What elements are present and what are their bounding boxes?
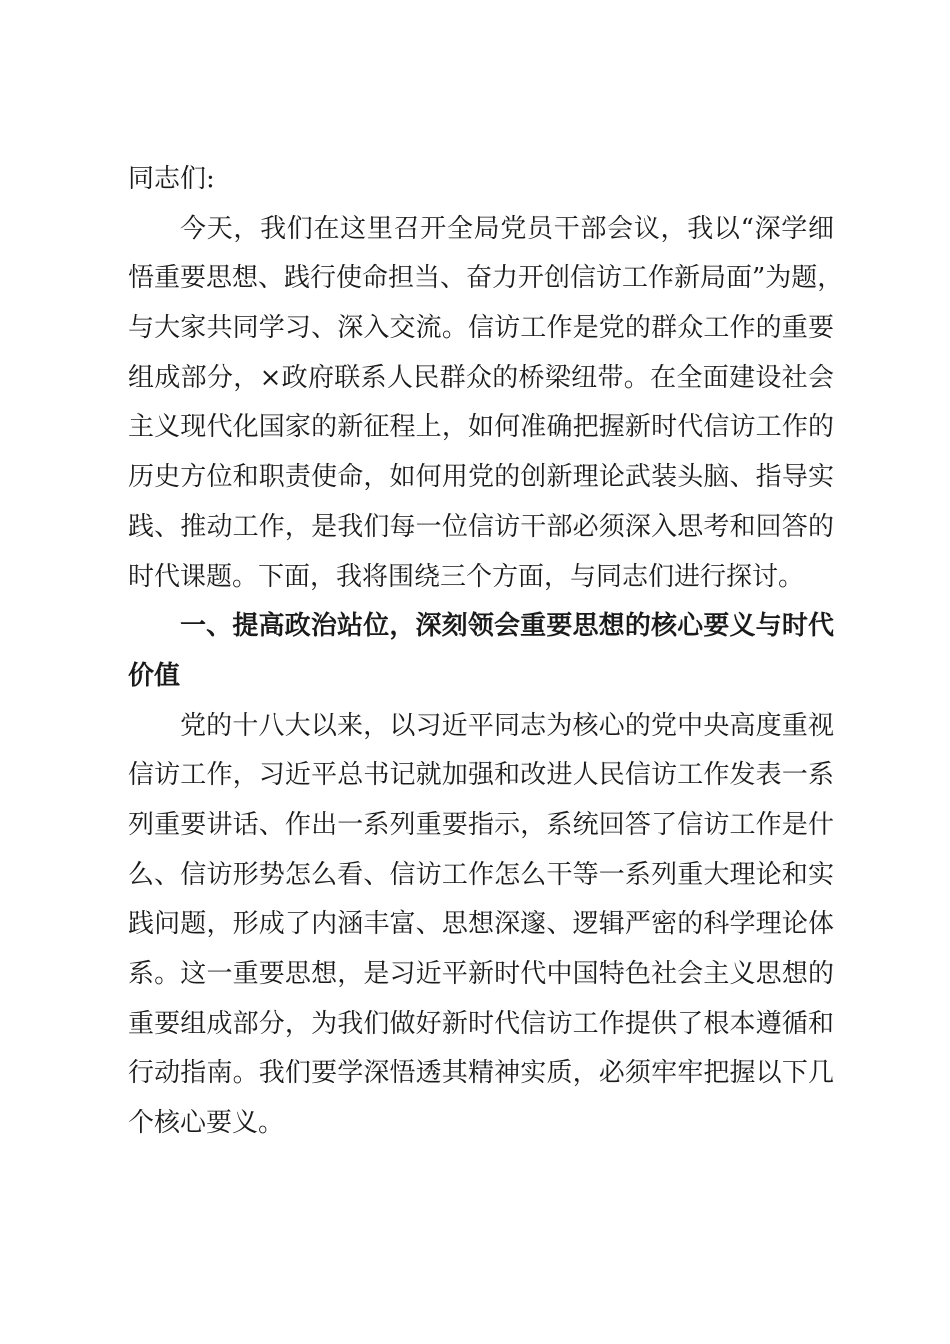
paragraph-line: 重要组成部分，为我们做好新时代信访工作提供了根本遵循和 — [128, 1008, 834, 1039]
paragraph-line: 组成部分，×政府联系人民群众的桥梁纽带。在全面建设社会 — [128, 362, 834, 393]
paragraph-line: 行动指南。我们要学深悟透其精神实质，必须牢牢把握以下几 — [128, 1058, 834, 1089]
paragraph-line: 系。这一重要思想，是习近平新时代中国特色社会主义思想的 — [128, 959, 834, 989]
paragraph-line: 悟重要思想、践行使命担当、奋力开创信访工作新局面”为题， — [128, 263, 844, 294]
heading-line: 价值 — [128, 660, 181, 691]
paragraph-line: 时代课题。下面，我将围绕三个方面，与同志们进行探讨。 — [128, 561, 805, 592]
document-body — [128, 155, 844, 1149]
paragraph-line: 今天，我们在这里召开全局党员干部会议，我以“深学细 — [180, 213, 834, 244]
paragraph-line: 主义现代化国家的新征程上，如何准确把握新时代信访工作的 — [128, 412, 834, 443]
paragraph-line: 践问题，形成了内涵丰富、思想深邃、逻辑严密的科学理论体 — [128, 909, 834, 940]
paragraph-line: 信访工作，习近平总书记就加强和改进人民信访工作发表一系 — [128, 760, 834, 791]
paragraph-line: 历史方位和职责使命，如何用党的创新理论武装头脑、指导实 — [128, 462, 834, 493]
paragraph-line: 与大家共同学习、深入交流。信访工作是党的群众工作的重要 — [128, 313, 834, 344]
paragraph-line: 列重要讲话、作出一系列重要指示，系统回答了信访工作是什 — [128, 809, 834, 840]
paragraph-line: 个核心要义。 — [128, 1108, 285, 1139]
section-heading — [128, 602, 834, 701]
paragraph-line: 践、推动工作，是我们每一位信访干部必须深入思考和回答的 — [128, 511, 834, 542]
greeting: 同志们: — [128, 164, 215, 194]
paragraph-section-one — [128, 702, 834, 1149]
paragraph-line: 么、信访形势怎么看、信访工作怎么干等一系列重大理论和实 — [128, 859, 834, 890]
paragraph-intro — [128, 205, 844, 603]
paragraph-line: 党的十八大以来，以习近平同志为核心的党中央高度重视 — [180, 710, 834, 741]
heading-line: 一、提高政治站位，深刻领会重要思想的核心要义与时代 — [180, 611, 834, 642]
